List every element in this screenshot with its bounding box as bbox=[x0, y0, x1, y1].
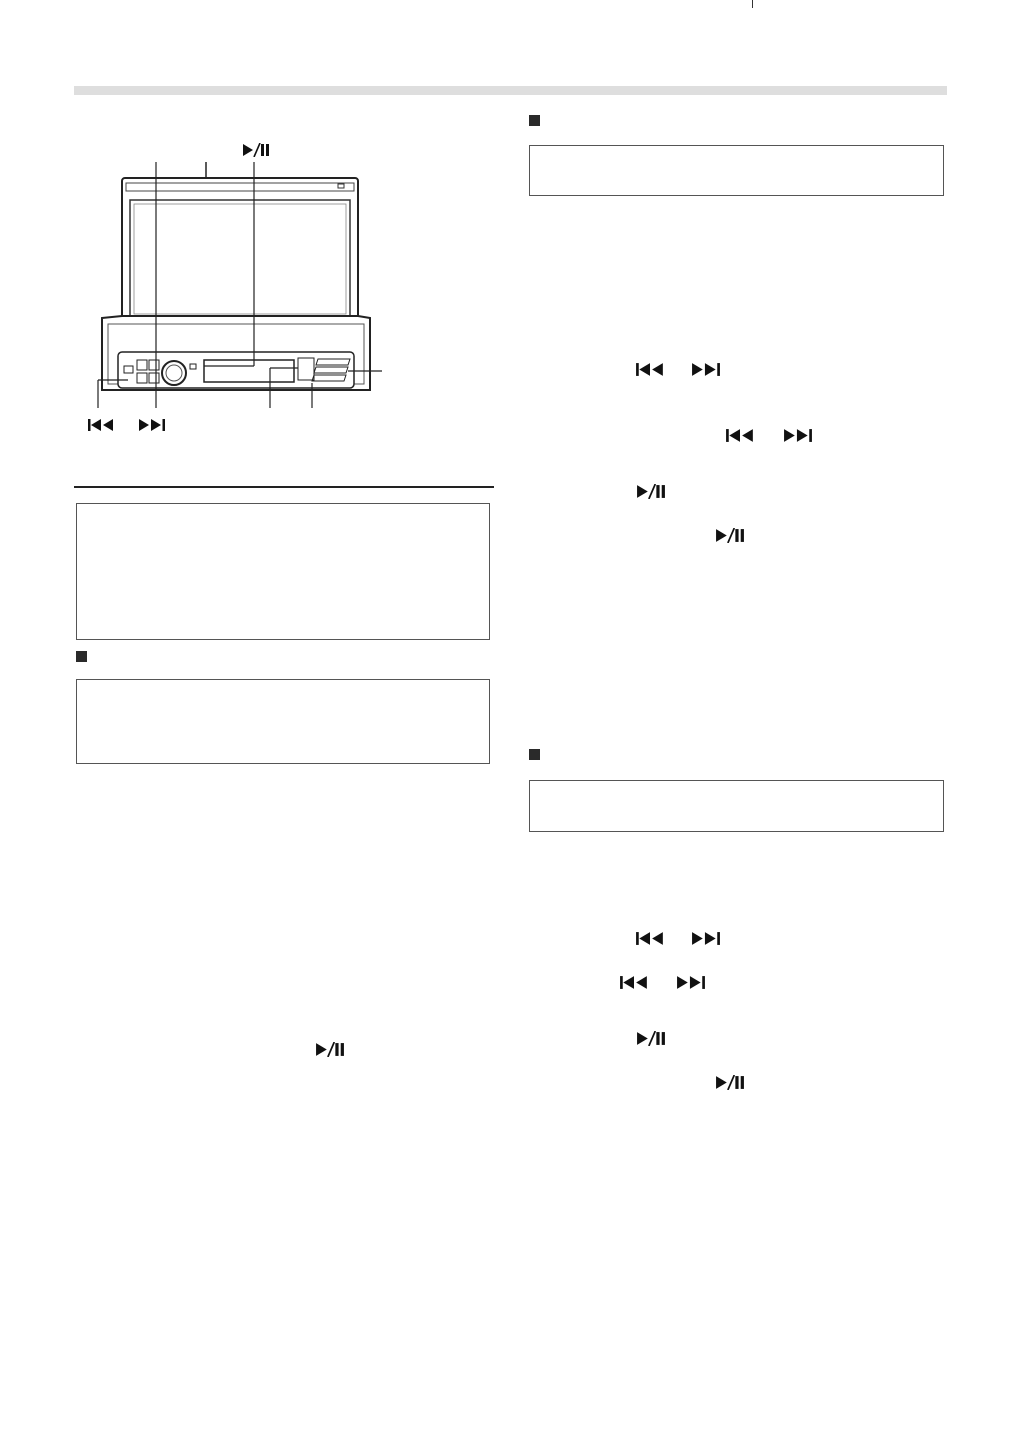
play-pause-icon bbox=[636, 484, 666, 499]
next-track-icon bbox=[138, 418, 166, 432]
play-pause-icon bbox=[315, 1042, 345, 1057]
play-pause-icon bbox=[715, 1075, 745, 1090]
note-box-1 bbox=[76, 503, 490, 640]
prev-track-icon bbox=[619, 975, 649, 990]
play-pause-icon bbox=[242, 143, 270, 157]
prev-track-icon bbox=[635, 362, 665, 377]
next-track-icon bbox=[783, 428, 813, 443]
note-box-3 bbox=[529, 145, 944, 196]
device-illustration bbox=[80, 140, 400, 440]
next-track-icon bbox=[691, 931, 721, 946]
section-bullet-icon bbox=[529, 115, 540, 126]
note-box-2 bbox=[76, 679, 490, 764]
crop-mark bbox=[752, 0, 753, 8]
next-track-icon bbox=[691, 362, 721, 377]
play-pause-icon bbox=[636, 1031, 666, 1046]
device-diagram bbox=[80, 140, 400, 440]
prev-track-icon bbox=[635, 931, 665, 946]
section-bullet-icon bbox=[76, 651, 87, 662]
prev-track-icon bbox=[725, 428, 755, 443]
play-pause-icon bbox=[715, 528, 745, 543]
header-bar bbox=[74, 86, 947, 95]
note-box-4 bbox=[529, 780, 944, 832]
next-track-icon bbox=[676, 975, 706, 990]
prev-track-icon bbox=[87, 418, 115, 432]
section-rule bbox=[74, 486, 494, 488]
section-bullet-icon bbox=[529, 749, 540, 760]
